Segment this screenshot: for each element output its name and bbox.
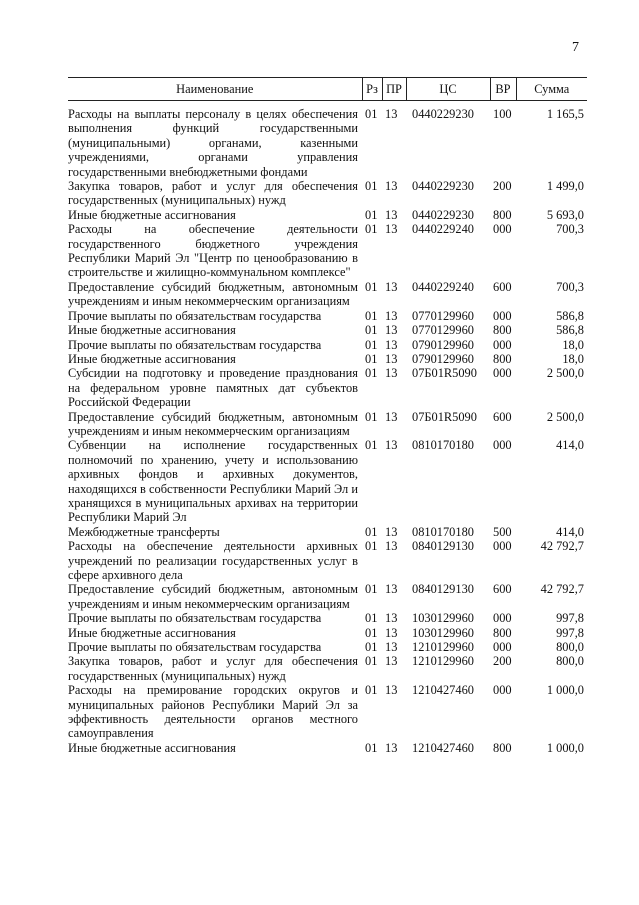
table-row xyxy=(68,683,587,741)
cell-name: Расходы на обеспечение деятельности государственного бюджетного учреждения Республики Марий Эл "Центр по ценообразованию в строительстве и жилищно-коммунальном комплексе" xyxy=(68,222,358,280)
cell-cs: 0440229240 xyxy=(412,222,474,237)
cell-name: Предоставление субсидий бюджетным, автономным учреждениям и иным некоммерческим организациям xyxy=(68,409,358,438)
cell-sum: 18,0 xyxy=(562,337,584,352)
cell-vr: 000 xyxy=(493,366,512,381)
cell-cs: 0790129960 xyxy=(412,337,474,352)
cell-sum: 1 165,5 xyxy=(546,107,584,121)
cell-sum: 700,3 xyxy=(556,279,584,294)
cell-rz: 01 xyxy=(365,524,378,539)
cell-vr: 800 xyxy=(493,323,512,338)
table-row xyxy=(68,179,587,208)
cell-vr: 600 xyxy=(493,409,512,424)
cell-pr: 13 xyxy=(385,409,398,424)
table-row xyxy=(68,309,587,323)
cell-pr: 13 xyxy=(385,740,398,755)
cell-vr: 800 xyxy=(493,740,512,755)
cell-cs: 1030129960 xyxy=(412,625,474,640)
cell-sum: 42 792,7 xyxy=(540,539,584,554)
cell-name: Иные бюджетные ассигнования xyxy=(68,351,236,366)
cell-pr: 13 xyxy=(385,582,398,597)
table-row xyxy=(68,222,587,280)
cell-rz: 01 xyxy=(365,611,378,626)
cell-rz: 01 xyxy=(365,207,378,222)
cell-sum: 42 792,7 xyxy=(540,582,584,597)
cell-sum: 800,0 xyxy=(556,640,584,655)
cell-sum: 1 499,0 xyxy=(546,179,584,194)
cell-name: Межбюджетные трансферты xyxy=(68,524,220,539)
cell-name: Прочие выплаты по обязательствам государства xyxy=(68,611,322,626)
cell-vr: 500 xyxy=(493,524,512,539)
cell-rz: 01 xyxy=(365,683,378,698)
cell-name: Расходы на премирование городских округов и муниципальных районов Республики Марий Эл за эффективность деятельности органов местного самоуправления xyxy=(68,683,358,741)
cell-cs: 0840129130 xyxy=(412,582,474,597)
cell-rz: 01 xyxy=(365,351,378,366)
cell-sum: 2 500,0 xyxy=(546,409,584,424)
table-row xyxy=(68,611,587,625)
cell-pr: 13 xyxy=(385,337,398,352)
table-row xyxy=(68,438,587,524)
table-row xyxy=(68,101,587,180)
header-name: Наименование xyxy=(68,78,362,101)
cell-pr: 13 xyxy=(385,640,398,655)
cell-cs: 0770129960 xyxy=(412,308,474,323)
cell-rz: 01 xyxy=(365,366,378,381)
cell-vr: 800 xyxy=(493,625,512,640)
cell-vr: 800 xyxy=(493,207,512,222)
cell-pr: 13 xyxy=(385,222,398,237)
cell-cs: 0440229230 xyxy=(412,179,474,194)
page-number: 7 xyxy=(572,40,579,55)
cell-sum: 586,8 xyxy=(556,308,584,323)
cell-vr: 000 xyxy=(493,539,512,554)
cell-sum: 800,0 xyxy=(556,654,584,669)
cell-sum: 997,8 xyxy=(556,611,584,626)
cell-pr: 13 xyxy=(385,683,398,698)
cell-pr: 13 xyxy=(385,107,398,121)
table-row xyxy=(68,352,587,366)
cell-cs: 0770129960 xyxy=(412,323,474,338)
budget-table xyxy=(68,77,587,755)
cell-name: Прочие выплаты по обязательствам государства xyxy=(68,308,322,323)
cell-pr: 13 xyxy=(385,351,398,366)
header-cs: ЦС xyxy=(406,78,490,101)
table-row xyxy=(68,654,587,683)
cell-pr: 13 xyxy=(385,539,398,554)
cell-name: Иные бюджетные ассигнования xyxy=(68,323,236,338)
cell-rz: 01 xyxy=(365,582,378,597)
cell-pr: 13 xyxy=(385,654,398,669)
cell-name: Прочие выплаты по обязательствам государства xyxy=(68,640,322,655)
cell-vr: 000 xyxy=(493,438,512,453)
cell-vr: 000 xyxy=(493,640,512,655)
cell-cs: 0440229230 xyxy=(412,107,474,121)
cell-pr: 13 xyxy=(385,438,398,453)
cell-rz: 01 xyxy=(365,740,378,755)
cell-cs: 0810170180 xyxy=(412,438,474,453)
cell-cs: 0840129130 xyxy=(412,539,474,554)
cell-rz: 01 xyxy=(365,337,378,352)
header-vr: ВР xyxy=(490,78,516,101)
table-body xyxy=(68,101,587,756)
cell-pr: 13 xyxy=(385,366,398,381)
cell-sum: 18,0 xyxy=(562,351,584,366)
cell-sum: 997,8 xyxy=(556,625,584,640)
cell-name: Иные бюджетные ассигнования xyxy=(68,625,236,640)
cell-vr: 600 xyxy=(493,582,512,597)
table-row xyxy=(68,338,587,352)
table-row xyxy=(68,741,587,755)
cell-vr: 000 xyxy=(493,683,512,698)
cell-rz: 01 xyxy=(365,640,378,655)
cell-vr: 100 xyxy=(493,107,512,121)
cell-rz: 01 xyxy=(365,654,378,669)
cell-pr: 13 xyxy=(385,207,398,222)
cell-rz: 01 xyxy=(365,222,378,237)
cell-sum: 1 000,0 xyxy=(546,740,584,755)
cell-name: Расходы на выплаты персоналу в целях обеспечения выполнения функций государственными (муниципальными) органами, казенными учреждениями, органами управления государственными внебюджетными фондами xyxy=(68,107,358,179)
cell-cs: 0440229230 xyxy=(412,207,474,222)
cell-cs: 0790129960 xyxy=(412,351,474,366)
cell-pr: 13 xyxy=(385,524,398,539)
cell-sum: 700,3 xyxy=(556,222,584,237)
cell-sum: 414,0 xyxy=(556,438,584,453)
table-row xyxy=(68,640,587,654)
cell-cs: 07Б01R5090 xyxy=(412,366,477,381)
cell-pr: 13 xyxy=(385,611,398,626)
cell-vr: 200 xyxy=(493,179,512,194)
table-row xyxy=(68,410,587,439)
cell-rz: 01 xyxy=(365,107,378,121)
cell-vr: 000 xyxy=(493,222,512,237)
cell-name: Расходы на обеспечение деятельности архивных учреждений по реализации государственных услуг в сфере архивного дела xyxy=(68,539,358,582)
cell-sum: 5 693,0 xyxy=(546,207,584,222)
cell-pr: 13 xyxy=(385,308,398,323)
header-sum: Сумма xyxy=(516,78,587,101)
cell-name: Предоставление субсидий бюджетным, автономным учреждениям и иным некоммерческим организациям xyxy=(68,582,358,611)
cell-pr: 13 xyxy=(385,625,398,640)
cell-pr: 13 xyxy=(385,323,398,338)
cell-rz: 01 xyxy=(365,438,378,453)
cell-name: Иные бюджетные ассигнования xyxy=(68,207,236,222)
table-row xyxy=(68,208,587,222)
table-row xyxy=(68,323,587,337)
cell-sum: 1 000,0 xyxy=(546,683,584,698)
table-row xyxy=(68,582,587,611)
cell-rz: 01 xyxy=(365,625,378,640)
cell-sum: 586,8 xyxy=(556,323,584,338)
cell-cs: 1210129960 xyxy=(412,640,474,655)
cell-cs: 0810170180 xyxy=(412,524,474,539)
cell-vr: 600 xyxy=(493,279,512,294)
cell-vr: 200 xyxy=(493,654,512,669)
cell-cs: 07Б01R5090 xyxy=(412,409,477,424)
cell-cs: 1030129960 xyxy=(412,611,474,626)
cell-cs: 0440229240 xyxy=(412,279,474,294)
cell-sum: 2 500,0 xyxy=(546,366,584,381)
table-row xyxy=(68,366,587,409)
cell-name: Субсидии на подготовку и проведение празднования на федеральном уровне памятных дат субъектов Российской Федерации xyxy=(68,366,358,410)
cell-rz: 01 xyxy=(365,308,378,323)
cell-rz: 01 xyxy=(365,179,378,194)
cell-name: Иные бюджетные ассигнования xyxy=(68,740,236,755)
cell-cs: 1210129960 xyxy=(412,654,474,669)
cell-sum: 414,0 xyxy=(556,524,584,539)
cell-name: Прочие выплаты по обязательствам государства xyxy=(68,337,322,352)
table-header xyxy=(68,78,587,101)
header-rz: Рз xyxy=(362,78,382,101)
cell-name: Закупка товаров, работ и услуг для обеспечения государственных (муниципальных) нужд xyxy=(68,179,358,208)
cell-cs: 1210427460 xyxy=(412,740,474,755)
cell-name: Предоставление субсидий бюджетным, автономным учреждениям и иным некоммерческим организациям xyxy=(68,279,358,309)
cell-rz: 01 xyxy=(365,539,378,554)
table-row xyxy=(68,280,587,309)
cell-name: Субвенции на исполнение государственных полномочий по хранению, учету и использованию архивных фондов и архивных документов, находящихся в собственности Республики Марий Эл и хранящихся в муниципальных архивах на территории Республики Марий Эл xyxy=(68,438,358,525)
table-row xyxy=(68,626,587,640)
cell-vr: 800 xyxy=(493,351,512,366)
cell-rz: 01 xyxy=(365,279,378,294)
header-pr: ПР xyxy=(382,78,406,101)
cell-vr: 000 xyxy=(493,337,512,352)
table-row xyxy=(68,525,587,539)
cell-name: Закупка товаров, работ и услуг для обеспечения государственных (муниципальных) нужд xyxy=(68,654,358,683)
cell-pr: 13 xyxy=(385,179,398,194)
cell-cs: 1210427460 xyxy=(412,683,474,698)
cell-rz: 01 xyxy=(365,323,378,338)
cell-rz: 01 xyxy=(365,409,378,424)
cell-pr: 13 xyxy=(385,279,398,294)
cell-vr: 000 xyxy=(493,308,512,323)
table-row xyxy=(68,539,587,582)
cell-vr: 000 xyxy=(493,611,512,626)
